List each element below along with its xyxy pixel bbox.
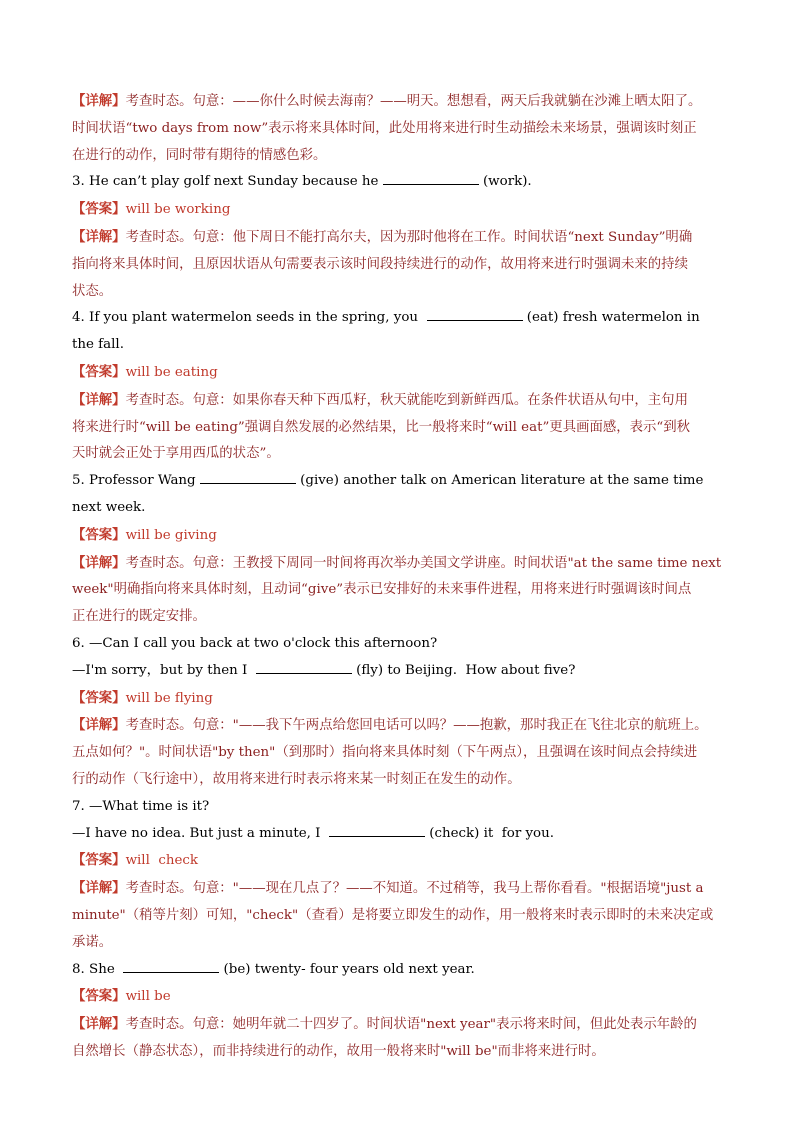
question-7-line-1: 7. —What time is it? — [72, 798, 210, 814]
question-6-line-1: 6. —Can I call you back at two o'clock this afternoon? — [72, 635, 438, 651]
detail-line: 【详解】考查时态。句意：她明年就二十四岁了。时间状语"next year"表示将来时间，但此处表示年龄的 — [72, 1016, 697, 1033]
detail-line: 自然增长（静态状态），而非持续进行的动作，故用一般将来时"will be"而非将来进行时。 — [72, 1043, 605, 1059]
answer-line — [72, 847, 724, 875]
detail-line: 五点如何？"。时间状语"by then"（到那时）指向将来具体时刻（下午两点），且强调在该时间点会持续进 — [72, 745, 698, 761]
answer-blank[interactable] — [123, 960, 219, 973]
detail-line — [72, 88, 724, 116]
answer-text: will be working — [125, 202, 231, 218]
answer-text: will be flying — [125, 690, 213, 706]
detail-line: 【详解】考查时态。句意：他下周日不能打高尔夫，因为那时他将在工作。时间状语“next Sunday”明确 — [72, 228, 693, 245]
exercise-page — [72, 88, 724, 1066]
detail-line: 承诺。 — [72, 934, 113, 950]
answer-line — [72, 685, 724, 713]
question-5: 5. Professor Wang (give) another talk on American literature at the same time next week. — [72, 473, 708, 515]
detail-tag: 【详解】 — [72, 1016, 126, 1033]
answer-line — [72, 359, 724, 387]
answer-text: will be — [125, 989, 171, 1005]
detail-line: 【详解】考查时态。句意：王教授下周同一时间将再次举办美国文学讲座。时间状语"at the same time next — [72, 554, 722, 571]
answer-blank[interactable] — [383, 172, 479, 185]
detail-line: 将来进行时“will be eating”强调自然发展的必然结果，比一般将来时“will eat”更具画面感，表示“到秋 — [72, 419, 691, 435]
detail-tag: 【详解】 — [72, 717, 126, 734]
detail-line: week"明确指向将来具体时刻，且动词“give”表示已安排好的未来事件进程，用将来进行时强调该时间点 — [72, 582, 692, 598]
answer-tag: 【答案】 — [72, 526, 126, 543]
detail-tag: 【详解】 — [72, 93, 126, 109]
detail-text: 考查时态。句意：——你什么时候去海南？——明天。想想看，两天后我就躺在沙滩上晒太阳了。 — [125, 94, 702, 109]
detail-tag: 【详解】 — [72, 554, 126, 571]
detail-line: 指向将来具体时间，且原因状语从句需要表示该时间段持续进行的动作，故用将来进行时强调未来的持续 — [72, 256, 688, 272]
answer-line — [72, 196, 724, 224]
answer-tag: 【答案】 — [72, 689, 126, 706]
question-7-line-2: —I have no idea. But just a minute, I (check) it for you. — [72, 825, 554, 841]
detail-line: 行的动作（飞行途中），故用将来进行时表示将来某一时刻正在发生的动作。 — [72, 771, 521, 787]
answer-text: will be giving — [125, 527, 217, 543]
question-4: 4. If you plant watermelon seeds in the spring, you (eat) fresh watermelon in the fall. — [72, 310, 704, 353]
detail-line: 天时就会正处于享用西瓜的状态”。 — [72, 446, 280, 462]
answer-line — [72, 983, 724, 1011]
detail-line: 正在进行的既定安排。 — [72, 609, 206, 625]
detail-tag: 【详解】 — [72, 228, 126, 245]
answer-tag: 【答案】 — [72, 988, 126, 1005]
answer-blank[interactable] — [427, 308, 523, 321]
question-6-line-2: —I'm sorry，but by then I (fly) to Beijing. How about five? — [72, 662, 576, 678]
answer-text: will check — [125, 853, 199, 869]
answer-tag: 【答案】 — [72, 852, 126, 869]
answer-blank[interactable] — [256, 661, 352, 674]
detail-line: minute"（稍等片刻）可知，"check"（查看）是将要立即发生的动作，用一般将来时表示即时的未来决定或 — [72, 907, 714, 923]
detail-line: 【详解】考查时态。句意："——现在几点了？——不知道。不过稍等，我马上帮你看看。"根据语境"just a — [72, 880, 704, 897]
detail-line: 状态。 — [72, 283, 113, 299]
answer-blank[interactable] — [329, 824, 425, 837]
detail-line: 【详解】考查时态。句意：如果你春天种下西瓜籽，秋天就能吃到新鲜西瓜。在条件状语从句中，主句用 — [72, 391, 688, 408]
detail-line: 在进行的动作，同时带有期待的情感色彩。 — [72, 147, 327, 163]
question-3: 3. He can’t play golf next Sunday because he (work). — [72, 174, 532, 190]
question-8: 8. She (be) twenty- four years old next year. — [72, 961, 475, 977]
detail-line: 时间状语“two days from now”表示将来具体时间，此处用将来进行时生动描绘未来场景，强调该时刻正 — [72, 120, 697, 136]
answer-tag: 【答案】 — [72, 363, 126, 380]
detail-tag: 【详解】 — [72, 391, 126, 408]
detail-tag: 【详解】 — [72, 880, 126, 897]
detail-line: 【详解】考查时态。句意："——我下午两点给您回电话可以吗？——抱歉，那时我正在飞往北京的航班上。 — [72, 717, 708, 734]
answer-tag: 【答案】 — [72, 201, 126, 218]
answer-blank[interactable] — [200, 471, 296, 484]
answer-text: will be eating — [125, 364, 218, 380]
answer-line — [72, 522, 724, 550]
